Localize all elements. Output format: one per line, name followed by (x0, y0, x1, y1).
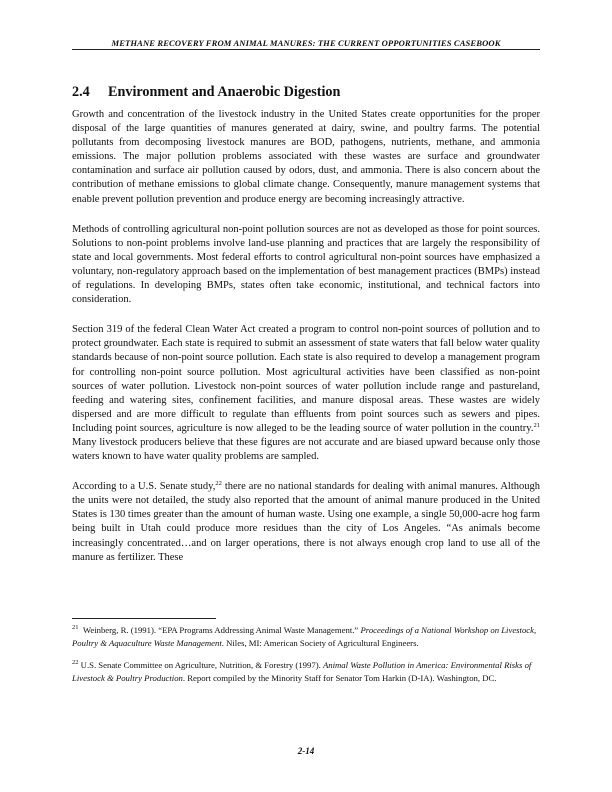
footnote-text: . Niles, MI: American Society of Agricultural Engineers. (221, 637, 419, 648)
footnote-number: 22 (72, 659, 79, 666)
paragraph-2 (72, 223, 540, 308)
footnote-21 (72, 624, 540, 649)
paragraph-1 (72, 108, 540, 207)
paragraph-text: Section 319 of the federal Clean Water Act created a program to control non-point sources of pollution and to protect groundwater. Each state is required to submit an assessment of state waters that fall below water quality standards because of non-point source pollution. Each state is also required to develop a management program for controlling non-point source pollution. Most agricultural activities have been classified as non-point sources of water pollution. Livestock non-point sources of water pollution include range and pastureland, feeding and watering sites, confinement facilities, and manure disposal areas. These wastes are widely dispersed and are more difficult to regulate than effluents from point sources such as sewers and pipes. Including point sources, agriculture is now alleged to be the leading source of water pollution in the country. (72, 324, 540, 434)
paragraph-text: there are no national standards for dealing with animal manures. Although the units were not detailed, the study also reported that the amount of animal manure produced in the United States is 130 times greater than the amount of human waste. Using one example, a single 50,000-acre hog farm being built in Utah could produce more residues than the city of Los Angeles. “As animals become increasingly concentrated…and on larger operations, there is not always enough crop land to use all of the manure as fertilizer. These (72, 481, 540, 563)
footnote-number: 21 (72, 624, 79, 631)
paragraph-text: According to a U.S. Senate study, (72, 481, 216, 493)
footnotes (72, 624, 540, 694)
header-rule (72, 49, 540, 50)
footnote-rule (72, 618, 216, 619)
footnote-text: U.S. Senate Committee on Agriculture, Nutrition, & Forestry (1997). (80, 660, 323, 670)
section-number: 2.4 (72, 84, 90, 100)
paragraph-4 (72, 480, 540, 565)
footnote-text: Weinberg, R. (1991). “EPA Programs Addressing Animal Waste Management.” (82, 625, 361, 635)
paragraph-text: Methods of controlling agricultural non-point pollution sources are not as developed as those for point sources. Solutions to non-point problems involve land-use planning and practices that are largely the responsibility of state and local governments. Most federal efforts to control agricultural non-point sources have emphasized a voluntary, non-regulatory approach based on the implementation of best management practices (BMPs) instead of regulations. In developing BMPs, states often take economic, institutional, and technical factors into consideration. (72, 223, 540, 306)
paragraph-text: Growth and concentration of the livestock industry in the United States create opportunities for the proper disposal of the large quantities of manures generated at dairy, swine, and poultry farms. The potential pollutants from decomposing livestock manures are BOD, pathogens, nutrients, methane, and ammonia emissions. The major pollution problems associated with these wastes are surface and groundwater contamination and surface air pollution caused by odors, dust, and ammonia. There is also concern about the contribution of methane emissions to global climate change. Consequently, manure management systems that enable prevent pollution prevention and produce energy are becoming increasingly attractive. (72, 109, 540, 205)
footnote-ref-21: 21 (533, 421, 540, 429)
footnote-title: Proceedings of a National Workshop on Livestock, Poultry & Aquaculture Waste Management (72, 625, 537, 648)
running-header: METHANE RECOVERY FROM ANIMAL MANURES: THE CURRENT OPPORTUNITIES CASEBOOK (111, 38, 501, 48)
footnote-title: Animal Waste Pollution in America: Environmental Risks of Livestock & Poultry Production (72, 660, 532, 683)
footnote-22 (72, 659, 540, 684)
section-title: Environment and Anaerobic Digestion (108, 84, 341, 100)
section-heading (72, 84, 340, 101)
body-text (72, 108, 540, 581)
paragraph-3 (72, 323, 540, 464)
footnote-text: . Report compiled by the Minority Staff for Senator Tom Harkin (D-IA). Washington, DC. (182, 672, 497, 683)
footnote-ref-22: 22 (215, 480, 222, 488)
page-number: 2-14 (297, 746, 315, 756)
paragraph-text: Many livestock producers believe that these figures are not accurate and are biased upward because only those waters known to have water quality problems are sampled. (72, 436, 540, 463)
